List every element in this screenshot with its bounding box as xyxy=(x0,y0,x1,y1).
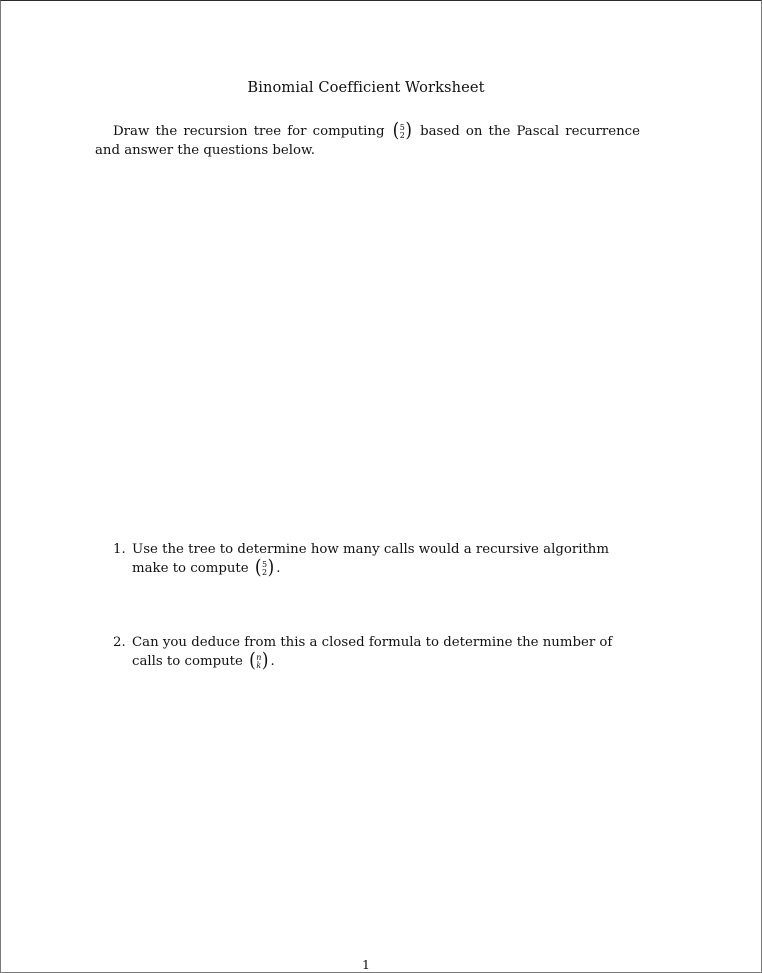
intro-text-after: based on the Pascal recurrence and answer the questions below. xyxy=(95,124,640,158)
question-1 xyxy=(113,540,643,578)
binom-top: 5 xyxy=(262,559,268,569)
binom-bottom: k xyxy=(256,660,262,670)
page-number: 1 xyxy=(362,957,370,972)
question-number: 2. xyxy=(113,635,126,650)
intro-paragraph xyxy=(95,119,640,160)
question-2 xyxy=(113,633,643,671)
binom-bottom: 2 xyxy=(262,567,268,577)
intro-text-before: Draw the recursion tree for computing xyxy=(113,124,385,139)
question-end: . xyxy=(276,561,281,576)
question-text: Can you deduce from this a closed formula to determine the number of calls to compute xyxy=(132,635,613,669)
worksheet-title: Binomial Coefficient Worksheet xyxy=(247,79,485,96)
question-end: . xyxy=(270,654,275,669)
question-number: 1. xyxy=(113,542,126,557)
binom-bottom: 2 xyxy=(399,130,405,140)
binomial-5-choose-2: ( 5 2 ) xyxy=(392,119,412,143)
binomial-5-choose-2: ( 5 2 ) xyxy=(254,556,275,580)
binom-top: 5 xyxy=(399,122,405,132)
binomial-n-choose-k: ( n k ) xyxy=(249,649,269,673)
question-text: Use the tree to determine how many calls would a recursive algorithm make to compute xyxy=(132,542,609,576)
binom-top: n xyxy=(256,652,262,662)
